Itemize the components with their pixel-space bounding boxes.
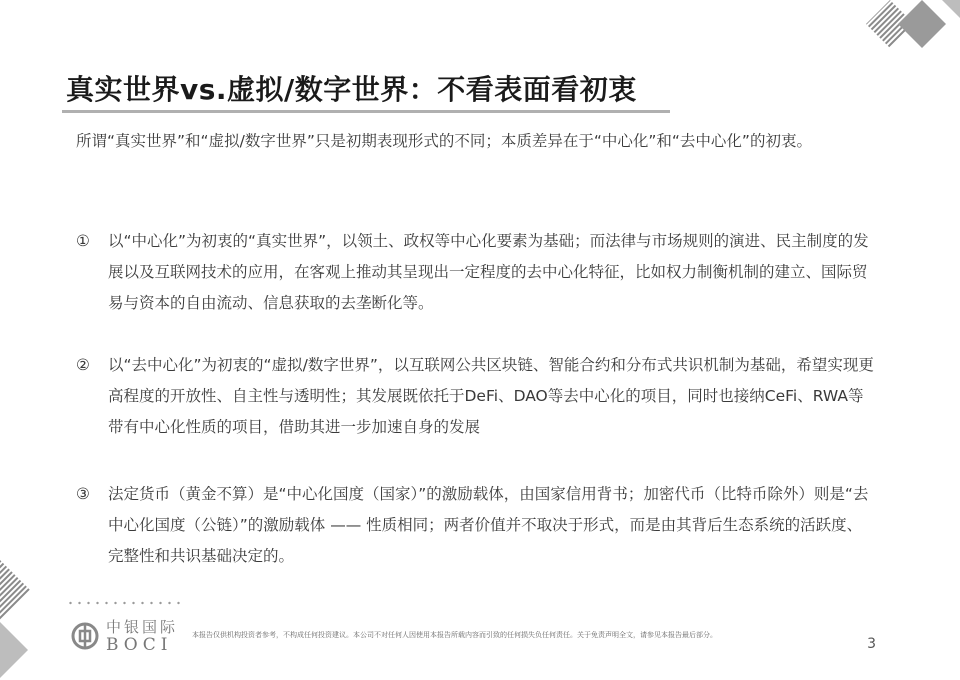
boc-logo-icon: [70, 621, 100, 651]
point-2-text: 以“去中心化”为初衷的“虚拟/数字世界”，以互联网公共区块链、智能合约和分布式共识机制为基础，希望实现更高程度的开放性、自主性与透明性；其发展既依托于DeFi、DAO等去中心化的项目，同时也接纳CeFi、RWA等带有中心化性质的项目，借助其进一步加速自身的发展: [108, 356, 874, 436]
point-1-marker: ①: [76, 232, 90, 250]
corner-decoration-top-right: [860, 0, 960, 60]
logo-english-name: BOCI: [106, 635, 173, 655]
point-3-marker: ③: [76, 485, 90, 503]
point-3: [76, 479, 876, 572]
point-1: [76, 226, 876, 319]
footer-dot-divider: [66, 600, 186, 606]
title-underline: [62, 110, 670, 113]
point-1-text: 以“中心化”为初衷的“真实世界”，以领土、政权等中心化要素为基础；而法律与市场规则的演进、民主制度的发展以及互联网技术的应用，在客观上推动其呈现出一定程度的去中心化特征，比如权力制衡机制的建立、国际贸易与资本的自由流动、信息获取的去垄断化等。: [108, 232, 869, 312]
logo-chinese-name: 中银国际: [106, 618, 179, 636]
company-logo: [70, 618, 178, 654]
point-2-marker: ②: [76, 356, 90, 374]
point-2: [76, 350, 876, 443]
footer-disclaimer: 本报告仅供机构投资者参考，不构成任何投资建议。本公司不对任何人因使用本报告所载内容而引致的任何损失负任何责任。关于免责声明全文，请参见本报告最后部分。: [192, 631, 717, 639]
corner-decoration-bottom-left: [0, 560, 70, 680]
intro-paragraph: 所谓“真实世界”和“虚拟/数字世界”只是初期表现形式的不同；本质差异在于“中心化”和“去中心化”的初衷。: [76, 132, 812, 150]
page-title: 真实世界vs.虚拟/数字世界：不看表面看初衷: [66, 73, 637, 106]
point-3-text: 法定货币（黄金不算）是“中心化国度（国家）”的激励载体，由国家信用背书；加密代币（比特币除外）则是“去中心化国度（公链）”的激励载体 —— 性质相同；两者价值并不取决于形式，而是由其背后生态系统的活跃度、完整性和共识基础决定的。: [108, 485, 869, 565]
page-number: 3: [867, 636, 876, 652]
